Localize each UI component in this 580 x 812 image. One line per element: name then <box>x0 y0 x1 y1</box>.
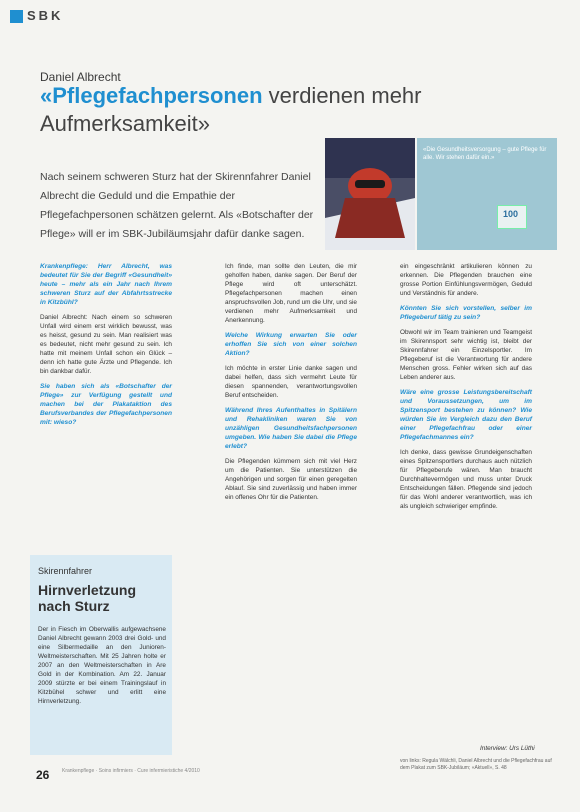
ad-logo-text: 100 <box>503 209 519 219</box>
interview-signature: Interview: Urs Lüthi <box>480 745 535 752</box>
question-5: Könnten Sie sich vorstellen, selber im Pflegeberuf tätig zu sein? <box>400 305 532 321</box>
skier-photo <box>325 138 415 250</box>
info-box-text: Der in Fiesch im Oberwallis aufgewachsene Daniel Albrecht gewann 2003 drei Gold- und eine Silbermedaille an den Junioren-Weltmeisterschaften. Mit 25 Jahren holte er 2007 an den Weltmeisterschaften in Are Gold in der Kombination. Am 22. Januar 2009 stürzte er bei einem Trainingslauf in Kitzbühel schwer und erlitt eine Hirnverletzung. <box>38 626 166 705</box>
title-highlight: «Pflegefachpersonen <box>40 83 263 108</box>
title-rest: verdienen mehr <box>262 83 422 108</box>
ad-text: «Die Gesundheitsversorgung – gute Pflege für alle. Wir stehen dafür ein.» <box>423 147 547 161</box>
answer-5: Obwohl wir im Team trainieren und Teamgeist im Skirennsport sehr wichtig ist, bleibt der Skirennfahrer ein Einzelsportler. Im Pflegeberuf ist die Verantwortung für andere Menschen gross. Fehler wirken sich auf das Leben anderer aus. <box>400 329 532 381</box>
question-1: Krankenpflege: Herr Albrecht, was bedeutet für Sie der Begriff «Gesundheit» heute – mehr als ein Jahr nach Ihrem schweren Sturz auf der Abfahrtsstrecke in Kitzbühl? <box>40 263 172 306</box>
author-name: Daniel Albrecht <box>40 70 121 84</box>
answer-1: Daniel Albrecht: Nach einem so schweren Unfall wird einem erst wirklich bewusst, was es heisst, gesund zu sein. Man realisiert was es bedeutet, nicht mehr gesund zu sein. Ich hatte mit meinem Unfall schon ein Glück – denn ich hatte gute Ärzte und Pflegende. Ich bin dankbar dafür. <box>40 314 172 375</box>
info-box-title: Hirnverletzung nach Sturz <box>38 582 137 614</box>
page-number: 26 <box>36 768 50 782</box>
answer-4-cont: ein eingeschränkt artikulieren können zu erkennen. Die Pflegenden brauchen eine grosse Portion Einfühlungsvermögen, Geduld und Verständnis für andere. <box>400 263 532 297</box>
section-label: SBK <box>27 8 64 23</box>
question-4: Während Ihres Aufenthaltes in Spitälern und Rehakliniken waren Sie von unzähligen Gesundheitsfachpersonen umgeben. Wie haben Sie dabei die Pflege erlebt? <box>225 407 357 450</box>
photo-caption: von links: Regula Wälchli, Daniel Albrecht und die Pflegefachfrau auf dem Plakat zum SBK-Jubiläum; «Aktuell», S. 48 <box>400 758 552 771</box>
magazine-footer: Krankenpflege · Soins infirmiers · Cure infermieristiche 4/2010 <box>62 768 200 774</box>
question-3: Welche Wirkung erwarten Sie oder erhoffen Sie sich von einer solchen Aktion? <box>225 332 357 357</box>
article-title-line2: Aufmerksamkeit» <box>40 111 210 136</box>
column-2 <box>225 262 357 508</box>
question-6: Wäre eine grosse Leistungsbereitschaft und Voraussetzungen, um im Spitzensport bestehen zu können? Wie würden Sie im Vergleich dazu den Beruf einer Pflegefachfrau oder einer Pflegefachmannes ein? <box>400 389 532 441</box>
section-marker <box>10 10 23 23</box>
info-box-kicker: Skirennfahrer <box>38 566 93 576</box>
lead-paragraph: Nach seinem schweren Sturz hat der Skirennfahrer Daniel Albrecht die Geduld und die Empathie der Pflegefachpersonen schätzen gelernt. Als «Botschafter der Pflege» will er im SBK-Jubiläumsjahr dafür danke sagen. <box>40 171 314 240</box>
answer-6: Ich denke, dass gewisse Grundeigenschaften eines Spitzensportlers durchaus auch nützlich für Pflegeberufe wären. Man braucht Durchhaltevermögen und muss unter Druck Entscheidungen fällen. Pflegende sind jedoch für das Wohl anderer verantwortlich, was ich als ungleich schwieriger empfinde. <box>400 449 532 510</box>
question-2: Sie haben sich als «Botschafter der Pflege» zur Verfügung gestellt und machen bei der Plakataktion des Berufsverbandes der Pflegefachpersonen mit: wieso? <box>40 383 172 426</box>
column-1 <box>40 262 172 433</box>
answer-4: Die Pflegenden kümmern sich mit viel Herz um die Patienten. Sie unterstützen die Angehörigen und sorgen für einen geregelten Ablauf. Sie sind zuverlässig und haben immer ein offenes Ohr für die Patienten. <box>225 458 357 501</box>
answer-3: Ich möchte in erster Linie danke sagen und dabei helfen, dass sich vermehrt Leute für diesen spannenden, verantwortungsvollen Beruf entscheiden. <box>225 365 357 399</box>
column-3 <box>400 262 532 517</box>
article-title <box>40 82 570 110</box>
answer-2: Ich finde, man sollte den Leuten, die mir geholfen haben, danke sagen. Der Beruf der Pflege wird oft unterschätzt. Pflegefachpersonen machen einen anspruchsvollen Job, rund um die Uhr, und sie verdienen mehr Aufmerksamkeit und Anerkennung. <box>225 263 357 324</box>
